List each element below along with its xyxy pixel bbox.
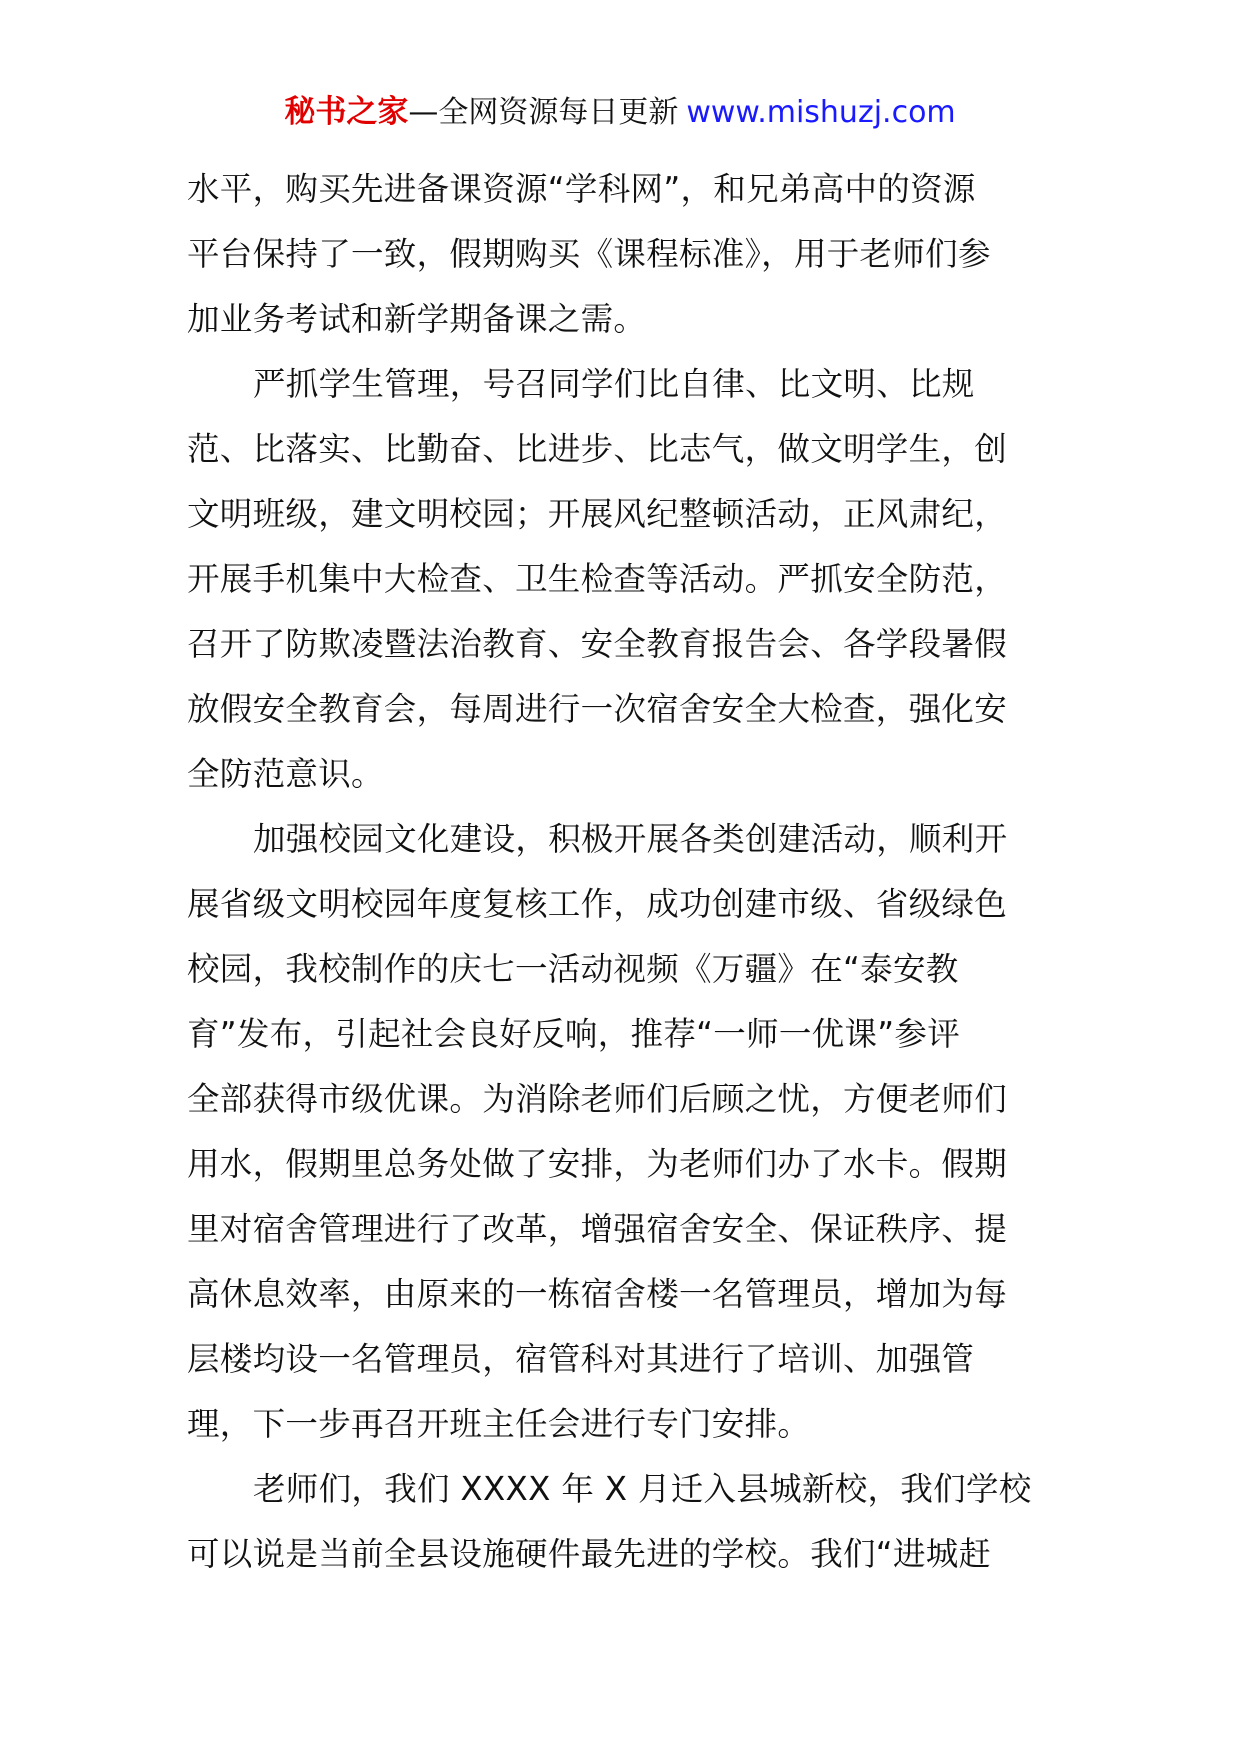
text-line: 文明班级，建文明校园；开展风纪整顿活动，正风肃纪， bbox=[187, 495, 1008, 533]
text-line: 水平，购买先进备课资源“学科网”，和兄弟高中的资源 bbox=[187, 170, 976, 208]
paragraph-start-line: 严抓学生管理，号召同学们比自律、比文明、比规 bbox=[253, 365, 975, 403]
text-line: 层楼均设一名管理员，宿管科对其进行了培训、加强管 bbox=[187, 1340, 975, 1378]
text-line: 育”发布，引起社会良好反响，推荐“一师一优课”参评 bbox=[187, 1015, 961, 1053]
page-header bbox=[0, 92, 1240, 133]
text-line: 放假安全教育会，每周进行一次宿舍安全大检查，强化安 bbox=[187, 690, 1008, 728]
site-url-link[interactable]: www.mishuzj.com bbox=[686, 95, 956, 130]
text-line: 展省级文明校园年度复核工作，成功创建市级、省级绿色 bbox=[187, 885, 1008, 923]
paragraph-start-line: 老师们，我们 XXXX 年 X 月迁入县城新校，我们学校 bbox=[253, 1470, 1032, 1508]
text-line: 加业务考试和新学期备课之需。 bbox=[187, 300, 647, 338]
text-line: 可以说是当前全县设施硬件最先进的学校。我们“进城赶 bbox=[187, 1535, 992, 1573]
text-line: 全部获得市级优课。为消除老师们后顾之忧，方便老师们 bbox=[187, 1080, 1008, 1118]
text-line: 理，下一步再召开班主任会进行专门安排。 bbox=[187, 1405, 811, 1443]
text-line: 召开了防欺凌暨法治教育、安全教育报告会、各学段暑假 bbox=[187, 625, 1008, 663]
paragraph-start-line: 加强校园文化建设，积极开展各类创建活动，顺利开 bbox=[253, 820, 1008, 858]
header-tagline: —全网资源每日更新 bbox=[408, 95, 679, 130]
text-line: 里对宿舍管理进行了改革，增强宿舍安全、保证秩序、提 bbox=[187, 1210, 1008, 1248]
text-line: 开展手机集中大检查、卫生检查等活动。严抓安全防范， bbox=[187, 560, 1008, 598]
document-body bbox=[187, 157, 1053, 1587]
brand-name: 秘书之家 bbox=[284, 94, 409, 130]
text-line: 范、比落实、比勤奋、比进步、比志气，做文明学生，创 bbox=[187, 430, 1008, 468]
text-line: 全防范意识。 bbox=[187, 755, 384, 793]
text-line: 用水，假期里总务处做了安排，为老师们办了水卡。假期 bbox=[187, 1145, 1008, 1183]
text-line: 平台保持了一致，假期购买《课程标准》，用于老师们参 bbox=[187, 235, 991, 273]
text-line: 高休息效率，由原来的一栋宿舍楼一名管理员，增加为每 bbox=[187, 1275, 1008, 1313]
text-line: 校园，我校制作的庆七一活动视频《万疆》在“泰安教 bbox=[187, 950, 959, 988]
